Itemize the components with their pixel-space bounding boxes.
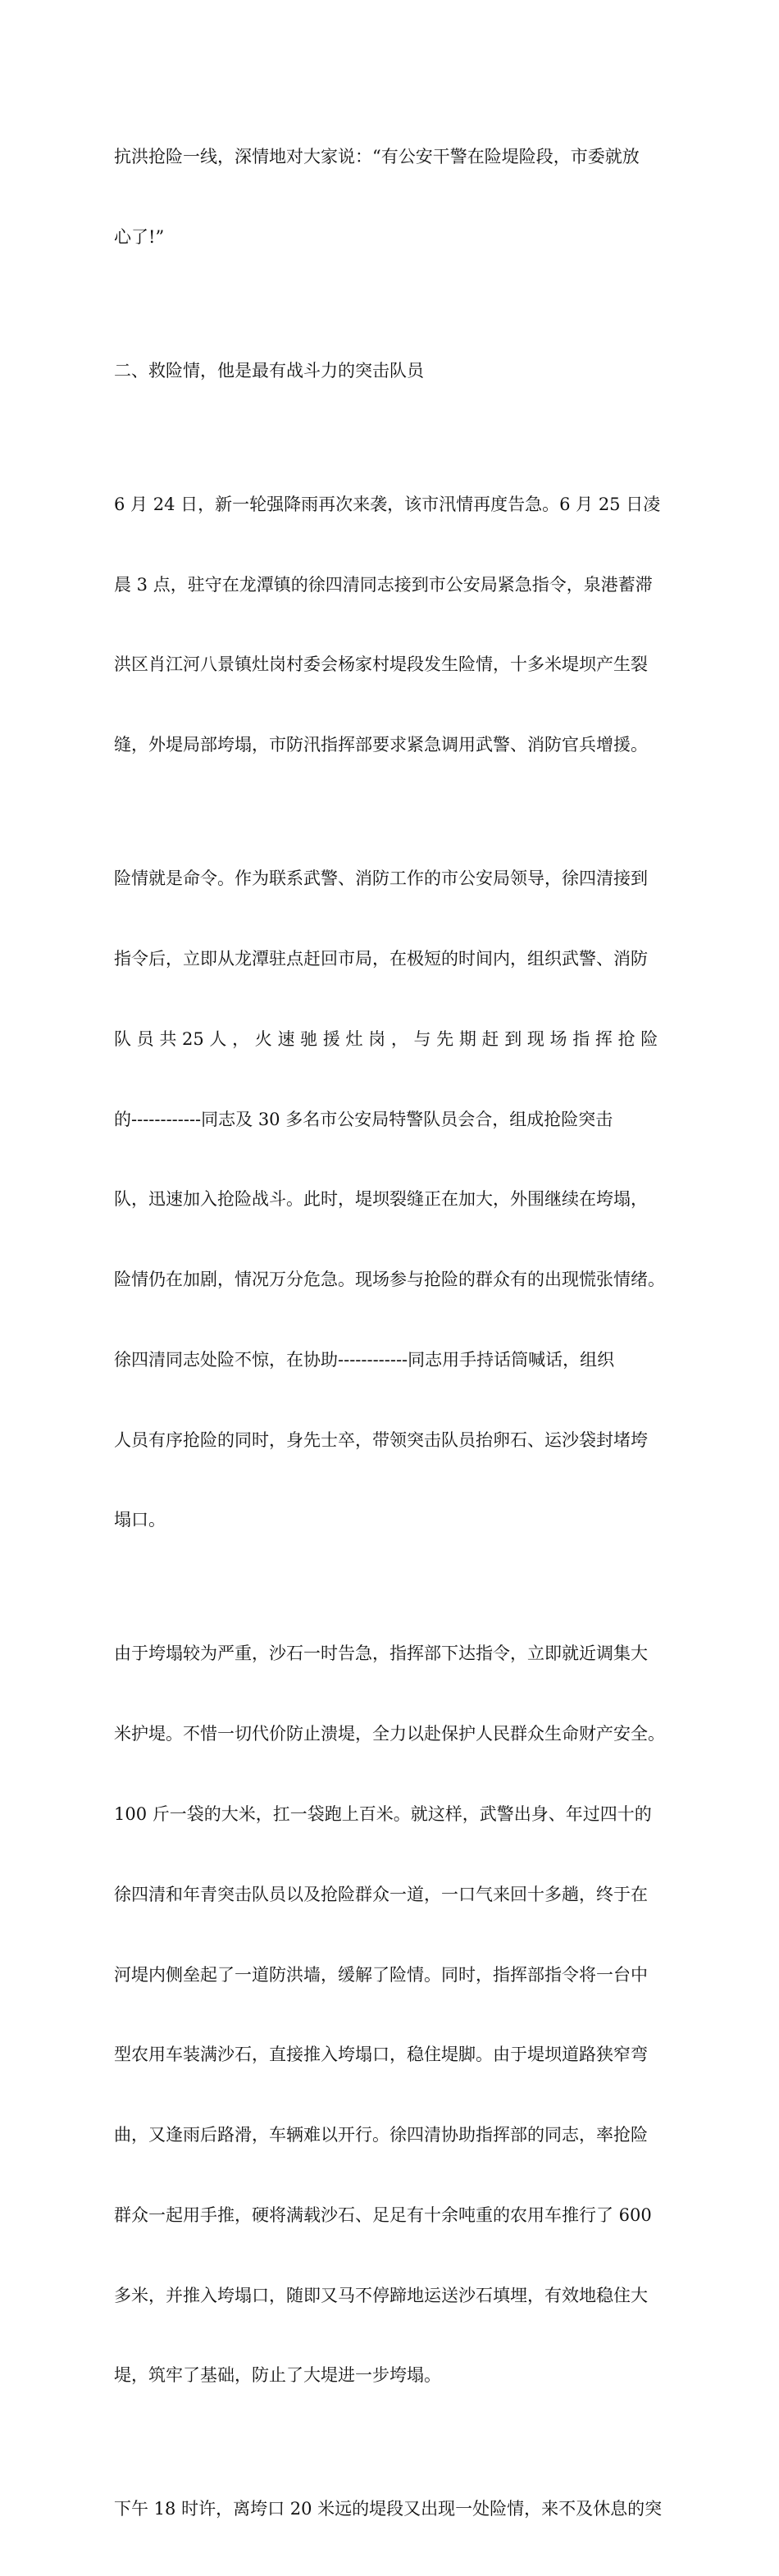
text-line: 100 斤一袋的大米，扛一袋跑上百米。就这样，武警出身、年过四十的 [114, 1804, 652, 1824]
text-line: 米护堤。不惜一切代价防止溃堤，全力以赴保护人民群众生命财产安全。 [114, 1724, 665, 1744]
section-heading [114, 304, 680, 438]
document-body [114, 90, 680, 2576]
text-line: 堤，筑牢了基础，防止了大堤进一步垮塌。 [114, 2365, 441, 2386]
paragraph-command [114, 812, 680, 1587]
text-line: 洪区肖江河八景镇灶岗村委会杨家村堤段发生险情，十多米堤坝产生裂 [114, 654, 648, 675]
text-line: 6 月 24 日，新一轮强降雨再次来袭，该市汛情再度告急。6 月 25 日凌 [114, 494, 661, 514]
text-line: 队 员 共 25 人 ， 火 速 驰 援 灶 岗 ， 与 先 期 赶 到 现 场 指 挥 抢 险 [114, 1028, 658, 1049]
text-line: 徐四清同志处险不惊，在协助------------同志用手持话筒喊话，组织 [114, 1349, 615, 1370]
text-line: 队，迅速加入抢险战斗。此时，堤坝裂缝正在加大，外围继续在垮塌， [114, 1189, 648, 1210]
paragraph-rice-levee [114, 1587, 680, 2442]
text-line: 塌口。 [114, 1510, 166, 1530]
text-line: 由于垮塌较为严重，沙石一时告急，指挥部下达指令，立即就近调集大 [114, 1644, 648, 1664]
paragraph-afternoon [114, 2442, 680, 2576]
text-line: 下午 18 时许，离垮口 20 米远的堤段又出现一处险情，来不及休息的突 [114, 2499, 663, 2519]
text-line: 抗洪抢险一线，深情地对大家说：“有公安干警在险堤险段，市委就放 [114, 147, 640, 167]
text-line: 险情就是命令。作为联系武警、消防工作的市公安局领导，徐四清接到 [114, 869, 648, 889]
heading-line: 二、救险情，他是最有战斗力的突击队员 [114, 360, 424, 381]
paragraph-flood-alert [114, 438, 680, 812]
text-line: 河堤内侧垒起了一道防洪墙，缓解了险情。同时，指挥部指令将一台中 [114, 1964, 648, 1985]
text-line: 徐四清和年青突击队员以及抢险群众一道，一口气来回十多趟，终于在 [114, 1884, 648, 1904]
text-line: 曲，又逢雨后路滑，车辆难以开行。徐四清协助指挥部的同志，率抢险 [114, 2125, 648, 2145]
text-line: 指令后，立即从龙潭驻点赶回市局，在极短的时间内，组织武警、消防 [114, 949, 648, 969]
text-line: 缝，外堤局部垮塌，市防汛指挥部要求紧急调用武警、消防官兵增援。 [114, 735, 648, 755]
text-line: 人员有序抢险的同时，身先士卒，带领突击队员抬卵石、运沙袋封堵垮 [114, 1429, 648, 1450]
text-line: 型农用车装满沙石，直接推入垮塌口，稳住堤脚。由于堤坝道路狭窄弯 [114, 2045, 648, 2065]
text-line: 心了!” [114, 226, 165, 247]
text-line: 晨 3 点，驻守在龙潭镇的徐四清同志接到市公安局紧急指令，泉港蓄滞 [114, 574, 653, 595]
text-line: 的------------同志及 30 多名市公安局特警队员会合，组成抢险突击 [114, 1109, 613, 1129]
text-line: 群众一起用手推，硬将满载沙石、足足有十余吨重的农用车推行了 600 [114, 2204, 652, 2225]
text-line: 多米，并推入垮塌口，随即又马不停蹄地运送沙石填埋，有效地稳住大 [114, 2285, 648, 2305]
text-line: 险情仍在加剧，情况万分危急。现场参与抢险的群众有的出现慌张情绪。 [114, 1270, 665, 1290]
paragraph-continuation [114, 90, 680, 304]
